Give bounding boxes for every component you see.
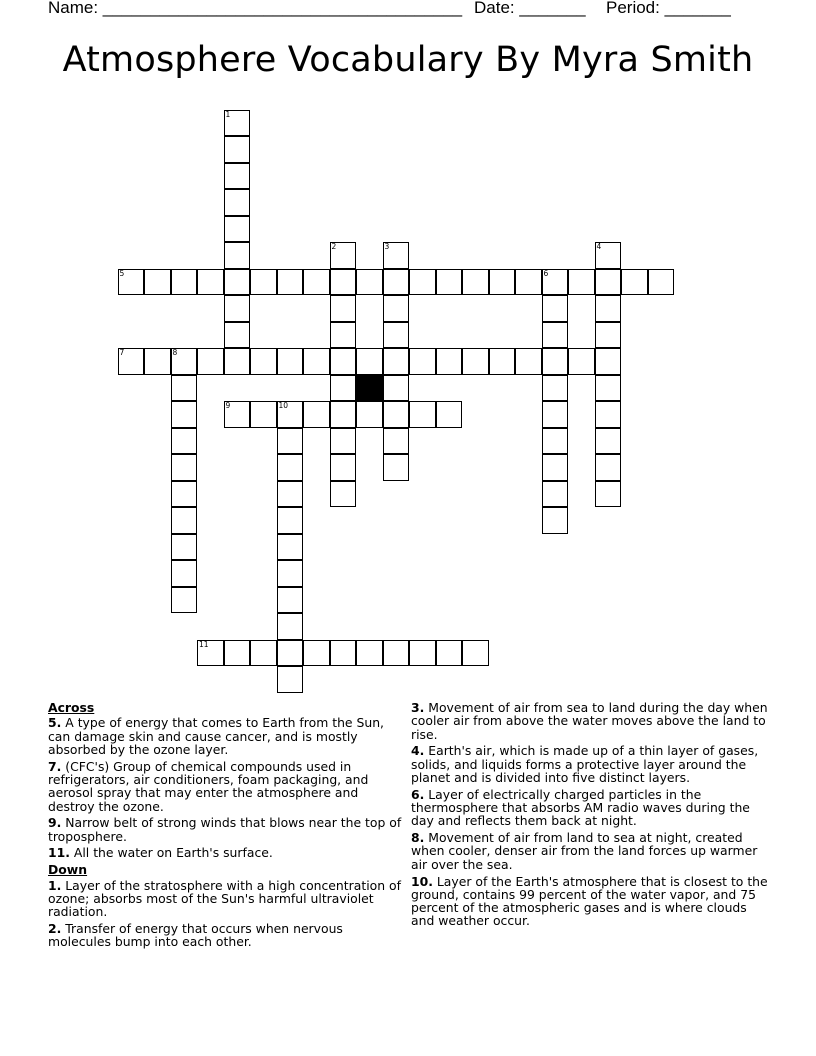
date-field[interactable]: Date: _______ [474, 0, 586, 17]
crossword-cell[interactable] [171, 269, 198, 296]
crossword-cell[interactable] [356, 401, 383, 428]
crossword-cell[interactable] [595, 428, 622, 455]
crossword-cell[interactable] [197, 348, 224, 375]
crossword-cell[interactable] [118, 348, 145, 375]
crossword-cell[interactable] [542, 428, 569, 455]
crossword-cell[interactable] [462, 640, 489, 667]
crossword-cell[interactable] [595, 481, 622, 508]
crossword-cell[interactable] [277, 613, 304, 640]
crossword-cell[interactable] [383, 295, 410, 322]
crossword-cell[interactable] [224, 216, 251, 243]
clue-text: (CFC's) Group of chemical compounds used in refrigerators, air conditioners, foam packaging, and aerosol spray that may enter the atmosphere and destroy the ozone. [48, 758, 369, 814]
crossword-cell[interactable] [595, 401, 622, 428]
across-clue-list [48, 716, 408, 859]
crossword-cell[interactable] [330, 375, 357, 402]
clue-item [411, 744, 771, 784]
down-clue-list [48, 879, 408, 949]
black-cell [356, 375, 383, 402]
crossword-cell[interactable] [277, 666, 304, 693]
crossword-cell[interactable] [171, 454, 198, 481]
clue-number: 7. [48, 758, 62, 774]
crossword-cell[interactable] [171, 560, 198, 587]
crossword-cell[interactable] [224, 401, 251, 428]
across-heading: Across [48, 700, 95, 715]
clue-number: 4. [411, 743, 425, 759]
crossword-cell[interactable] [330, 640, 357, 667]
crossword-cell[interactable] [542, 401, 569, 428]
crossword-cell[interactable] [383, 348, 410, 375]
crossword-cell[interactable] [383, 322, 410, 349]
crossword-cell[interactable] [356, 640, 383, 667]
crossword-cell[interactable] [462, 269, 489, 296]
crossword-cell[interactable] [171, 348, 198, 375]
crossword-cell[interactable] [330, 295, 357, 322]
crossword-cell[interactable] [383, 401, 410, 428]
clue-number: 8. [411, 830, 425, 846]
clue-number-label: 8 [172, 348, 178, 357]
crossword-cell[interactable] [277, 534, 304, 561]
crossword-cell[interactable] [383, 428, 410, 455]
crossword-cell[interactable] [330, 401, 357, 428]
crossword-cell[interactable] [277, 269, 304, 296]
crossword-cell[interactable] [303, 269, 330, 296]
crossword-cell[interactable] [330, 348, 357, 375]
crossword-cell[interactable] [224, 348, 251, 375]
crossword-cell[interactable] [542, 454, 569, 481]
crossword-cell[interactable] [542, 269, 569, 296]
clue-item [48, 922, 408, 949]
clues-left-column [48, 701, 408, 952]
crossword-cell[interactable] [277, 587, 304, 614]
clue-text: Transfer of energy that occurs when nervous molecules bump into each other. [48, 920, 343, 950]
crossword-cell[interactable] [356, 348, 383, 375]
crossword-cell[interactable] [568, 269, 595, 296]
crossword-cell[interactable] [277, 454, 304, 481]
clue-number-label: 2 [331, 242, 337, 251]
clue-item [48, 816, 408, 843]
crossword-cell[interactable] [436, 269, 463, 296]
crossword-cell[interactable] [409, 640, 436, 667]
clue-number: 10. [411, 873, 433, 889]
crossword-cell[interactable] [277, 560, 304, 587]
crossword-cell[interactable] [409, 348, 436, 375]
crossword-cell[interactable] [224, 295, 251, 322]
clue-number-label: 3 [384, 242, 390, 251]
clue-item [48, 846, 408, 859]
crossword-cell[interactable] [118, 269, 145, 296]
crossword-cell[interactable] [250, 640, 277, 667]
crossword-cell[interactable] [171, 401, 198, 428]
crossword-cell[interactable] [595, 322, 622, 349]
clue-number: 2. [48, 920, 62, 936]
down-clue-list-continued [411, 701, 771, 928]
clue-text: Layer of the stratosphere with a high concentration of ozone; absorbs most of the Sun's harmful ultraviolet radiation. [48, 877, 401, 920]
crossword-cell[interactable] [144, 269, 171, 296]
clue-number-label: 11 [199, 639, 209, 649]
crossword-cell[interactable] [462, 348, 489, 375]
crossword-cell[interactable] [197, 640, 224, 667]
crossword-cell[interactable] [171, 481, 198, 508]
clue-number: 11. [48, 845, 70, 861]
clue-number-label: 6 [543, 268, 549, 278]
crossword-cell[interactable] [595, 295, 622, 322]
crossword-cell[interactable] [595, 348, 622, 375]
clue-item [48, 760, 408, 813]
crossword-cell[interactable] [542, 295, 569, 322]
clue-number: 1. [48, 877, 62, 893]
clue-number: 3. [411, 700, 425, 715]
crossword-cell[interactable] [436, 401, 463, 428]
page-title: Atmosphere Vocabulary By Myra Smith [62, 40, 754, 80]
name-field[interactable]: Name: ______________________________________ [48, 0, 463, 17]
crossword-cell[interactable] [224, 136, 251, 163]
crossword-cell[interactable] [303, 401, 330, 428]
clue-item [411, 701, 771, 741]
clue-text: Movement of air from sea to land during the day when cooler air from above the water moves above the land to rise. [411, 700, 768, 742]
crossword-cell[interactable] [436, 348, 463, 375]
crossword-cell[interactable] [224, 269, 251, 296]
crossword-cell[interactable] [409, 269, 436, 296]
crossword-cell[interactable] [171, 587, 198, 614]
crossword-cell[interactable] [224, 189, 251, 216]
clue-item [411, 875, 771, 928]
crossword-cell[interactable] [542, 348, 569, 375]
crossword-cell[interactable] [383, 375, 410, 402]
crossword-cell[interactable] [171, 534, 198, 561]
crossword-cell[interactable] [330, 322, 357, 349]
crossword-cell[interactable] [277, 401, 304, 428]
clue-text: A type of energy that comes to Earth from the Sun, can damage skin and cause cancer, and is mostly absorbed by the ozone layer. [48, 715, 384, 757]
clue-number-label: 10 [278, 401, 289, 410]
crossword-cell[interactable] [144, 348, 171, 375]
crossword-cell[interactable] [224, 242, 251, 269]
clues-right-column [411, 701, 771, 931]
crossword-cell[interactable] [224, 322, 251, 349]
crossword-cell[interactable] [515, 269, 542, 296]
crossword-cell[interactable] [224, 640, 251, 667]
clue-item [411, 831, 771, 871]
crossword-cell[interactable] [171, 428, 198, 455]
clue-number-label: 4 [596, 242, 602, 251]
crossword-cell[interactable] [356, 269, 383, 296]
crossword-cell[interactable] [542, 322, 569, 349]
crossword-cell[interactable] [515, 348, 542, 375]
crossword-cell[interactable] [595, 269, 622, 296]
crossword-cell[interactable] [383, 269, 410, 296]
crossword-cell[interactable] [383, 640, 410, 667]
crossword-cell[interactable] [303, 348, 330, 375]
crossword-cell[interactable] [330, 242, 357, 269]
clue-number-label: 9 [225, 401, 231, 410]
crossword-cell[interactable] [250, 401, 277, 428]
crossword-cell[interactable] [383, 242, 410, 269]
crossword-cell[interactable] [277, 481, 304, 508]
crossword-cell[interactable] [303, 640, 330, 667]
crossword-cell[interactable] [171, 507, 198, 534]
crossword-cell[interactable] [648, 269, 675, 296]
clue-number-label: 7 [119, 348, 125, 357]
crossword-cell[interactable] [224, 163, 251, 190]
period-field[interactable]: Period: _______ [606, 0, 731, 17]
clue-number: 5. [48, 715, 62, 731]
clue-text: Earth's air, which is made up of a thin layer of gases, solids, and liquids forms a protective layer around the planet and is divided into five distinct layers. [411, 743, 759, 785]
crossword-cell[interactable] [383, 454, 410, 481]
crossword-cell[interactable] [250, 269, 277, 296]
crossword-cell[interactable] [197, 269, 224, 296]
crossword-cell[interactable] [621, 269, 648, 296]
crossword-cell[interactable] [330, 269, 357, 296]
clue-text: Movement of air from land to sea at night, created when cooler, denser air from the land forces up warmer air over the sea. [411, 830, 758, 872]
crossword-cell[interactable] [568, 348, 595, 375]
crossword-cell[interactable] [542, 375, 569, 402]
clue-number-label: 5 [119, 268, 125, 278]
crossword-cell[interactable] [250, 348, 277, 375]
clue-item [411, 788, 771, 828]
crossword-cell[interactable] [171, 375, 198, 402]
crossword-cell[interactable] [542, 481, 569, 508]
crossword-cell[interactable] [277, 507, 304, 534]
crossword-cell[interactable] [595, 375, 622, 402]
crossword-cell[interactable] [277, 348, 304, 375]
crossword-cell[interactable] [595, 454, 622, 481]
clue-number: 9. [48, 815, 62, 831]
crossword-cell[interactable] [224, 110, 251, 137]
crossword-cell[interactable] [330, 428, 357, 455]
crossword-cell[interactable] [542, 507, 569, 534]
crossword-cell[interactable] [436, 640, 463, 667]
clue-text: Layer of the Earth's atmosphere that is closest to the ground, contains 99 percent of the water vapor, and 75 percent of the atmospheric gases and is where clouds and weather occur. [411, 873, 768, 929]
clue-text: All the water on Earth's surface. [69, 845, 273, 861]
crossword-cell[interactable] [330, 481, 357, 508]
down-heading: Down [48, 862, 88, 878]
crossword-cell[interactable] [330, 454, 357, 481]
crossword-cell[interactable] [277, 640, 304, 667]
crossword-cell[interactable] [489, 348, 516, 375]
clue-text: Layer of electrically charged particles in the thermosphere that absorbs AM radio waves during the day and reflects them back at night. [411, 786, 750, 829]
clue-text: Narrow belt of strong winds that blows near the top of troposphere. [48, 815, 402, 844]
crossword-cell[interactable] [277, 428, 304, 455]
clue-number-label: 1 [225, 109, 231, 119]
crossword-cell[interactable] [489, 269, 516, 296]
clue-item [48, 879, 408, 919]
crossword-cell[interactable] [595, 242, 622, 269]
clue-item [48, 716, 408, 756]
clue-number: 6. [411, 786, 425, 802]
crossword-cell[interactable] [409, 401, 436, 428]
